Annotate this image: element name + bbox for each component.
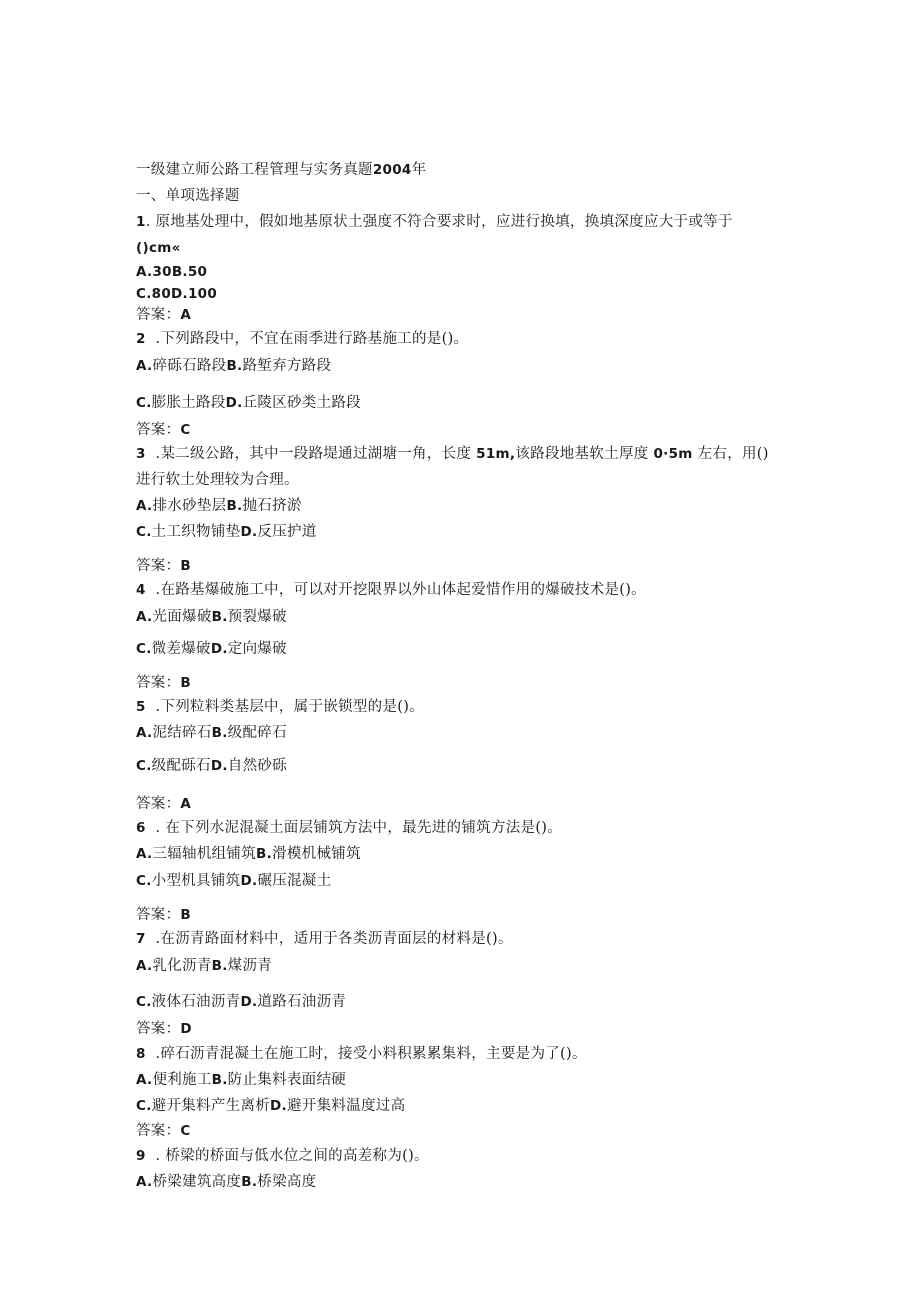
question-text: .下列路段中，不宜在雨季进行路基施工的是()。 — [155, 331, 469, 347]
question-9 — [136, 1146, 429, 1166]
option-b: 50 — [187, 264, 208, 280]
title-text: 一级建立师公路工程管理与实务真题 — [136, 162, 373, 178]
question-number: 2 — [136, 331, 146, 347]
option-a: 30 — [152, 264, 172, 280]
option-b-letter: B. — [211, 958, 228, 974]
answer-value: B — [180, 558, 191, 574]
answer-label: 答案： — [136, 558, 181, 574]
question-6-answer — [136, 905, 191, 925]
option-a: 光面爆破 — [152, 609, 212, 625]
question-8-answer — [136, 1121, 191, 1141]
option-b: 煤沥青 — [227, 958, 273, 974]
option-d: 避开集料温度过高 — [286, 1098, 406, 1114]
option-b-letter: B. — [256, 846, 273, 862]
option-d: 道路石油沥青 — [257, 994, 347, 1010]
option-b-letter: B. — [226, 358, 243, 374]
option-c: 膨胀土路段 — [151, 395, 226, 411]
option-a: 泥结碎石 — [152, 725, 212, 741]
option-d-letter: D. — [240, 873, 258, 889]
option-b-letter: B. — [226, 498, 243, 514]
question-text: .碎石沥青混凝土在施工时，接受小料积累累集料，主要是为了()。 — [155, 1046, 587, 1062]
option-a-letter: A. — [136, 725, 153, 741]
option-d-letter: D. — [210, 758, 228, 774]
option-d: 丘陵区砂类土路段 — [242, 395, 361, 411]
question-5-answer — [136, 794, 191, 814]
question-text: . 桥梁的桥面与低水位之间的高差称为()。 — [155, 1148, 429, 1164]
option-c: 级配砾石 — [151, 758, 211, 774]
question-8 — [136, 1044, 587, 1064]
question-6 — [136, 818, 562, 838]
question-2 — [136, 329, 468, 349]
title-year-suffix: 年 — [411, 162, 427, 178]
answer-label: 答案： — [136, 307, 181, 323]
option-b-letter: B. — [211, 725, 228, 741]
question-depth: 0·5m — [653, 446, 693, 462]
option-a: 桥梁建筑高度 — [152, 1174, 242, 1190]
answer-label: 答案： — [136, 675, 181, 691]
question-1 — [136, 212, 733, 232]
title-year: 2004 — [372, 162, 412, 178]
question-7 — [136, 929, 513, 949]
question-text: .某二级公路，其中一段路堤通过湖塘一角，长度 — [155, 446, 472, 462]
option-c-letter: C. — [136, 1098, 152, 1114]
question-number: 1 — [136, 214, 146, 230]
question-7-options-cd — [136, 992, 346, 1012]
answer-label: 答案： — [136, 796, 181, 812]
option-a-letter: A. — [136, 1072, 153, 1088]
option-d-letter: D. — [240, 524, 258, 540]
option-a-letter: A. — [136, 958, 153, 974]
option-b: 抛石挤淤 — [242, 498, 302, 514]
answer-value: D — [180, 1021, 192, 1037]
answer-label: 答案： — [136, 1021, 181, 1037]
question-4-answer — [136, 673, 191, 693]
question-1-options-ab — [136, 262, 207, 282]
answer-value: C — [180, 1123, 191, 1139]
option-a-letter: A. — [136, 498, 153, 514]
question-number: 4 — [136, 582, 146, 598]
option-a: 乳化沥青 — [152, 958, 212, 974]
question-text-cont: ()cm« — [136, 240, 181, 256]
option-c-letter: C. — [136, 286, 152, 302]
question-6-options-ab — [136, 844, 361, 864]
question-3-answer — [136, 556, 191, 576]
answer-value: B — [180, 675, 191, 691]
option-c-letter: C. — [136, 641, 152, 657]
option-c-letter: C. — [136, 873, 152, 889]
option-d-letter: D. — [171, 286, 188, 302]
question-3 — [136, 444, 769, 464]
option-b: 桥梁高度 — [257, 1174, 317, 1190]
question-text-mid: 该路段地基软土厚度 — [515, 446, 649, 462]
option-a: 三辐轴机组铺筑 — [152, 846, 257, 862]
option-d: 反压护道 — [257, 524, 317, 540]
question-9-options-ab — [136, 1172, 316, 1192]
question-number: 6 — [136, 820, 146, 836]
question-2-options-ab — [136, 356, 331, 376]
question-number: 5 — [136, 699, 146, 715]
option-c: 微差爆破 — [151, 641, 211, 657]
option-d-letter: D. — [210, 641, 228, 657]
option-b-letter: B. — [211, 1072, 228, 1088]
option-d-letter: D. — [270, 1098, 287, 1114]
option-a: 排水砂垫层 — [152, 498, 227, 514]
section-heading: 一、单项选择题 — [136, 188, 240, 204]
option-a-letter: A. — [136, 358, 153, 374]
option-c: 小型机具铺筑 — [151, 873, 241, 889]
option-b-letter: B. — [211, 609, 228, 625]
option-b: 路堑弃方路段 — [242, 358, 332, 374]
option-a: 便利施工 — [152, 1072, 212, 1088]
question-text: .在沥青路面材料中，适用于各类沥青面层的材料是()。 — [155, 931, 513, 947]
option-c-letter: C. — [136, 395, 152, 411]
document-title — [136, 160, 426, 180]
question-6-options-cd — [136, 871, 331, 891]
question-text: .在路基爆破施工中，可以对开挖限界以外山体起爱惜作用的爆破技术是()。 — [155, 582, 646, 598]
question-text: . 原地基处理中，假如地基原状土强度不符合要求时，应进行换填，换填深度应大于或等于 — [145, 214, 733, 230]
option-b: 防止集料表面结硬 — [227, 1072, 347, 1088]
question-1-answer — [136, 305, 191, 325]
question-2-options-cd — [136, 393, 361, 413]
option-a-letter: A. — [136, 609, 153, 625]
option-c: 液体石油沥青 — [151, 994, 241, 1010]
option-c-letter: C. — [136, 994, 152, 1010]
question-8-options-cd — [136, 1096, 405, 1116]
option-a: 碎砾石路段 — [152, 358, 227, 374]
question-7-options-ab — [136, 956, 272, 976]
option-d: 碾压混凝土 — [257, 873, 332, 889]
question-text-end: 左右，用() — [697, 446, 769, 462]
question-number: 8 — [136, 1046, 146, 1062]
question-number: 3 — [136, 446, 146, 462]
option-b-letter: B. — [171, 264, 188, 280]
option-a-letter: A. — [136, 264, 153, 280]
question-text: . 在下列水泥混凝土面层铺筑方法中，最先进的铺筑方法是()。 — [155, 820, 563, 836]
option-b: 级配碎石 — [227, 725, 287, 741]
option-c: 避开集料产生离析 — [151, 1098, 271, 1114]
answer-value: C — [180, 422, 191, 438]
option-c: 土工织物铺垫 — [151, 524, 241, 540]
question-4-options-cd — [136, 639, 287, 659]
option-d-letter: D. — [225, 395, 243, 411]
question-3-options-cd — [136, 522, 317, 542]
option-d-letter: D. — [240, 994, 258, 1010]
option-c: 80 — [151, 286, 172, 302]
option-b-letter: B. — [241, 1174, 258, 1190]
answer-label: 答案： — [136, 422, 181, 438]
answer-value: B — [180, 907, 191, 923]
question-1-cont — [136, 238, 181, 258]
question-number: 9 — [136, 1148, 146, 1164]
question-3-options-ab — [136, 496, 302, 516]
question-4 — [136, 580, 646, 600]
option-a-letter: A. — [136, 846, 153, 862]
question-2-answer — [136, 420, 191, 440]
question-text: .下列粒料类基层中，属于嵌锁型的是()。 — [155, 699, 424, 715]
answer-value: A — [180, 307, 192, 323]
answer-label: 答案： — [136, 1123, 181, 1139]
option-d: 自然砂砾 — [227, 758, 287, 774]
question-5-options-cd — [136, 756, 287, 776]
option-b: 预裂爆破 — [227, 609, 287, 625]
answer-value: A — [180, 796, 192, 812]
question-3-cont: 进行软土处理较为合理。 — [136, 472, 299, 488]
option-b: 滑模机械铺筑 — [272, 846, 361, 862]
option-c-letter: C. — [136, 524, 152, 540]
question-7-answer — [136, 1019, 192, 1039]
option-c-letter: C. — [136, 758, 152, 774]
question-5-options-ab — [136, 723, 287, 743]
option-d: 定向爆破 — [227, 641, 287, 657]
answer-label: 答案： — [136, 907, 181, 923]
question-length: 51m, — [476, 446, 516, 462]
option-d: 100 — [187, 286, 218, 302]
question-number: 7 — [136, 931, 146, 947]
option-a-letter: A. — [136, 1174, 153, 1190]
question-5 — [136, 697, 424, 717]
question-4-options-ab — [136, 607, 287, 627]
question-1-options-cd — [136, 284, 217, 304]
question-8-options-ab — [136, 1070, 346, 1090]
